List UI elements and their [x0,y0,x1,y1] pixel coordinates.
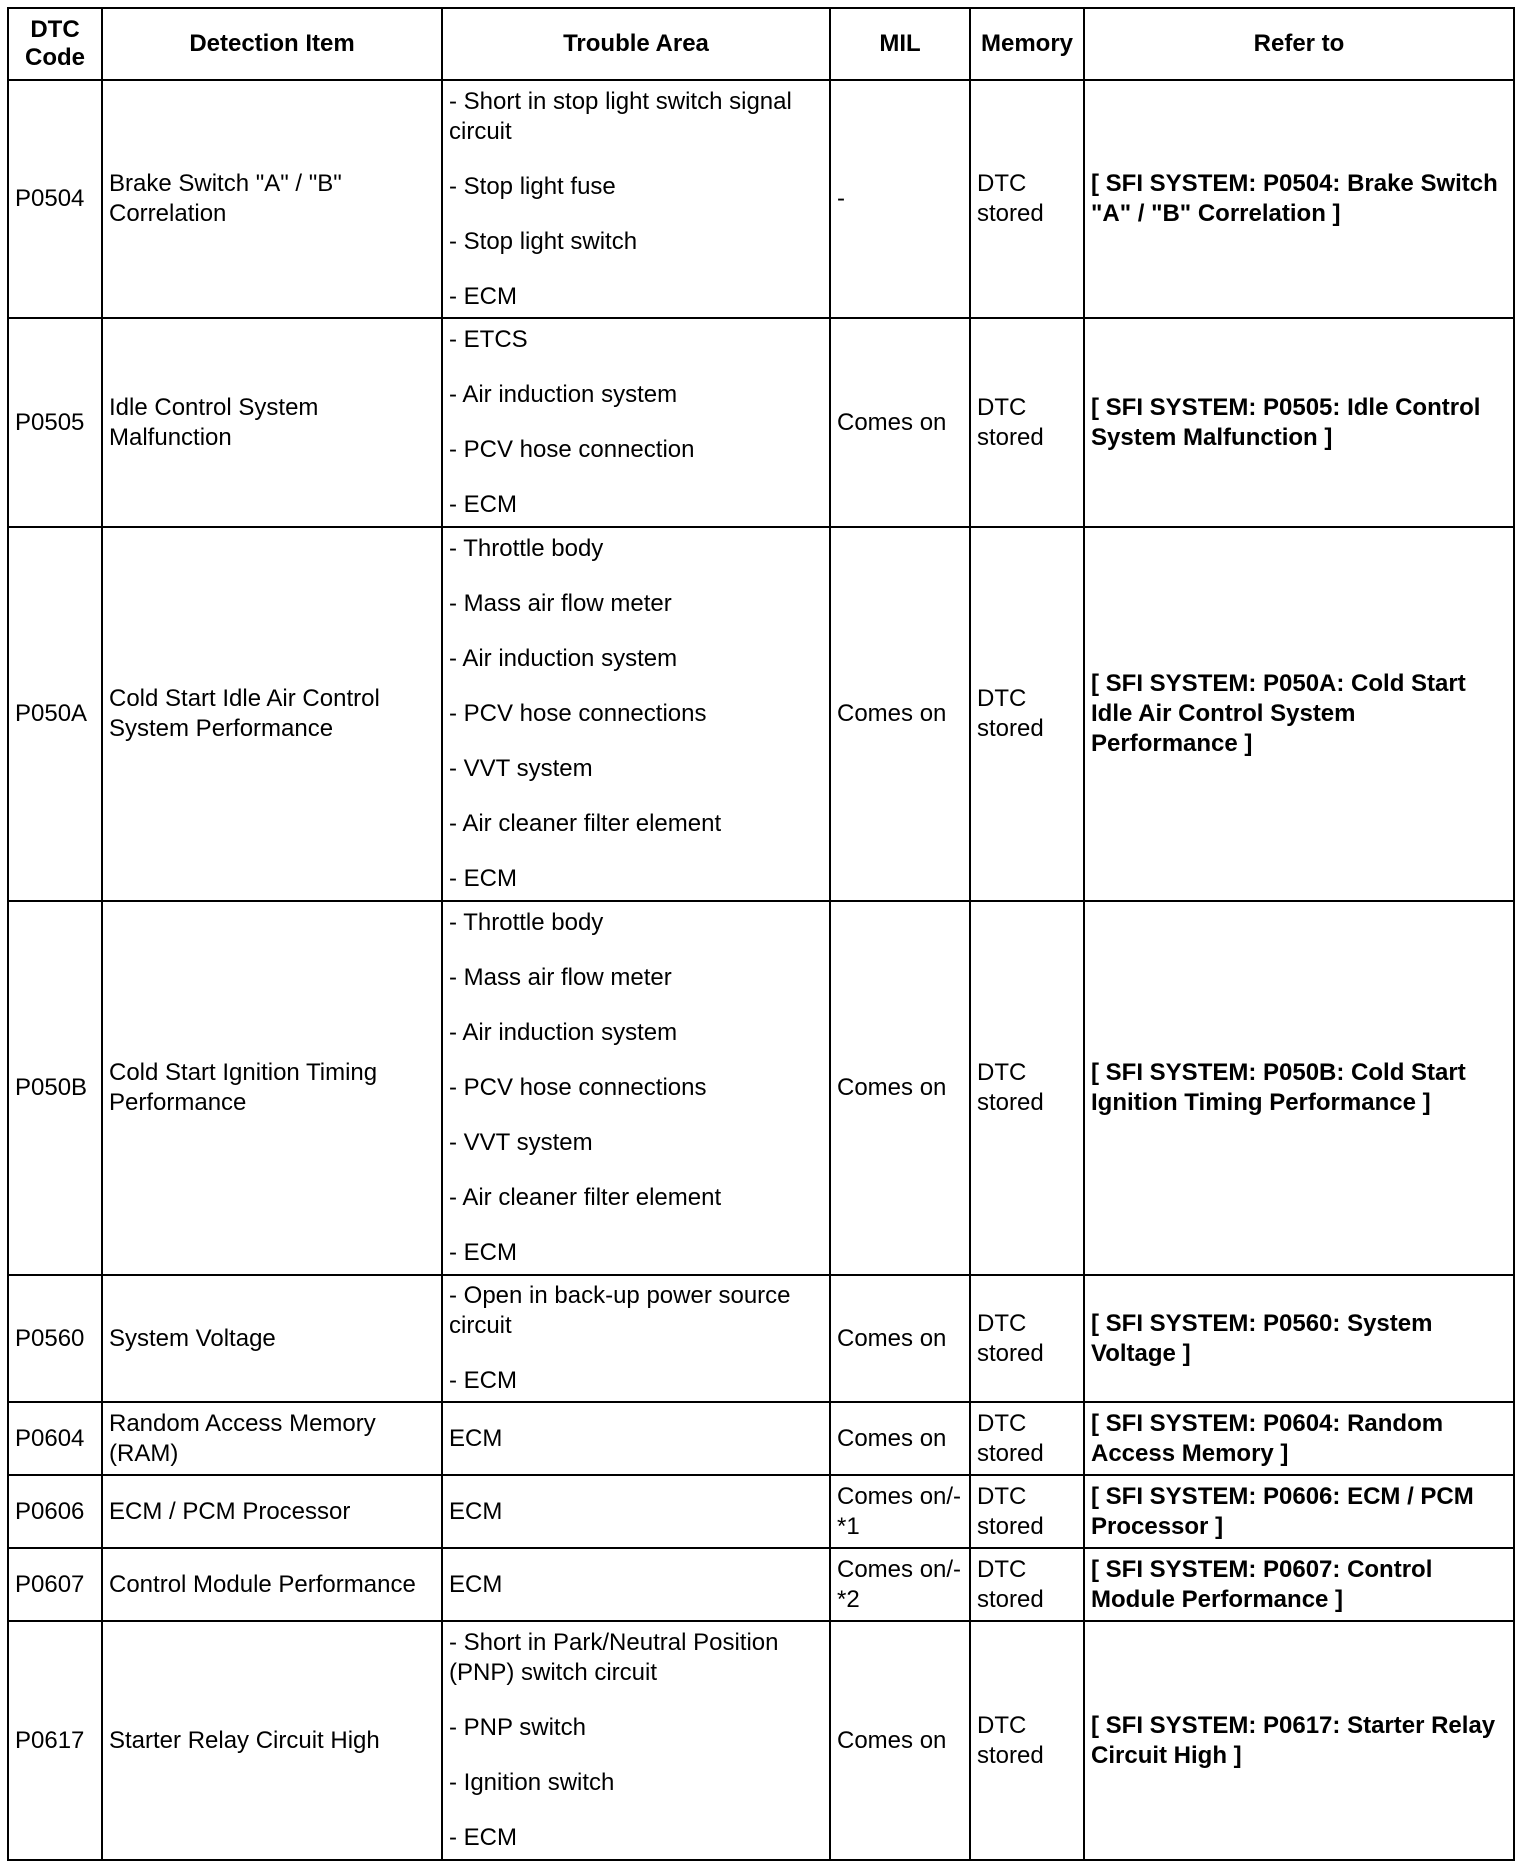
mil-cell: Comes on/-*2 [830,1548,970,1621]
table-row [8,527,1514,901]
trouble-area-cell [442,1402,830,1475]
refer-to-cell: [ SFI SYSTEM: P0560: System Voltage ] [1084,1275,1514,1402]
dtc-code-cell: P0606 [8,1475,102,1548]
mil-cell: Comes on [830,1402,970,1475]
memory-cell: DTC stored [970,901,1084,1275]
trouble-area-item: - ECM [449,865,517,892]
trouble-area-item: - ECM [449,491,517,518]
trouble-area-item: ECM [449,1424,503,1452]
dtc-code-cell: P0617 [8,1621,102,1860]
memory-cell: DTC stored [970,1621,1084,1860]
trouble-area-item: - Short in Park/Neutral Position (PNP) switch circuit [449,1629,779,1686]
trouble-area-item: - ECM [449,1367,517,1394]
trouble-area-cell [442,1548,830,1621]
table-row [8,80,1514,318]
trouble-area-item: - Air induction system [449,645,678,672]
trouble-area-item: - Short in stop light switch signal circuit [449,87,792,145]
mil-cell: Comes on [830,527,970,901]
trouble-area-item: - PNP switch [449,1714,586,1741]
dtc-table [7,7,1515,1861]
detection-item-cell: Control Module Performance [102,1548,442,1621]
trouble-area-item: - PCV hose connections [449,1074,707,1101]
memory-cell: DTC stored [970,80,1084,318]
memory-cell: DTC stored [970,1548,1084,1621]
detection-item-cell: Cold Start Idle Air Control System Performance [102,527,442,901]
detection-item-cell: Brake Switch "A" / "B" Correlation [102,80,442,318]
trouble-area-item: - Stop light switch [449,227,638,255]
memory-cell: DTC stored [970,318,1084,527]
trouble-area-item: - ECM [449,1824,517,1851]
trouble-area-item: - Throttle body [449,535,604,562]
memory-cell: DTC stored [970,1475,1084,1548]
trouble-area-item: - Ignition switch [449,1769,615,1796]
refer-to-cell: [ SFI SYSTEM: P0607: Control Module Performance ] [1084,1548,1514,1621]
detection-item-cell: Cold Start Ignition Timing Performance [102,901,442,1275]
header-dtc-code: DTC Code [8,8,102,80]
dtc-code-cell: P0607 [8,1548,102,1621]
trouble-area-item: ECM [449,1497,503,1525]
dtc-code-cell: P050B [8,901,102,1275]
table-row [8,1402,1514,1475]
table-body [8,80,1514,1860]
trouble-area-item: - Open in back-up power source circuit [449,1282,791,1339]
detection-item-cell: Random Access Memory (RAM) [102,1402,442,1475]
memory-cell: DTC stored [970,1402,1084,1475]
dtc-code-cell: P050A [8,527,102,901]
trouble-area-item: - ECM [449,1239,517,1266]
dtc-code-cell: P0560 [8,1275,102,1402]
detection-item-cell: Idle Control System Malfunction [102,318,442,527]
trouble-area-item: - ETCS [449,326,528,353]
dtc-code-cell: P0604 [8,1402,102,1475]
header-refer-to: Refer to [1084,8,1514,80]
mil-cell: Comes on [830,1621,970,1860]
dtc-code-cell: P0505 [8,318,102,527]
mil-cell: Comes on [830,1275,970,1402]
refer-to-cell: [ SFI SYSTEM: P0505: Idle Control System Malfunction ] [1084,318,1514,527]
trouble-area-item: - Stop light fuse [449,172,616,200]
memory-cell: DTC stored [970,1275,1084,1402]
mil-cell: Comes on [830,318,970,527]
trouble-area-item: - Air cleaner filter element [449,810,722,837]
mil-cell: Comes on/-*1 [830,1475,970,1548]
detection-item-cell: System Voltage [102,1275,442,1402]
dtc-code-cell: P0504 [8,80,102,318]
refer-to-cell: [ SFI SYSTEM: P0604: Random Access Memory ] [1084,1402,1514,1475]
memory-cell: DTC stored [970,527,1084,901]
table-row [8,1621,1514,1860]
refer-to-cell: [ SFI SYSTEM: P0504: Brake Switch "A" / "B" Correlation ] [1084,80,1514,318]
refer-to-cell: [ SFI SYSTEM: P050B: Cold Start Ignition Timing Performance ] [1084,901,1514,1275]
trouble-area-cell [442,1275,830,1402]
trouble-area-item: - PCV hose connections [449,700,707,727]
trouble-area-item: - ECM [449,282,517,310]
refer-to-cell: [ SFI SYSTEM: P0606: ECM / PCM Processor ] [1084,1475,1514,1548]
trouble-area-cell [442,80,830,318]
detection-item-cell: Starter Relay Circuit High [102,1621,442,1860]
trouble-area-item: - VVT system [449,1129,593,1156]
header-memory: Memory [970,8,1084,80]
trouble-area-cell [442,1475,830,1548]
trouble-area-cell [442,901,830,1275]
header-detection-item: Detection Item [102,8,442,80]
trouble-area-item: - Mass air flow meter [449,964,672,991]
trouble-area-item: - Air induction system [449,381,678,408]
refer-to-cell: [ SFI SYSTEM: P050A: Cold Start Idle Air Control System Performance ] [1084,527,1514,901]
trouble-area-item: ECM [449,1570,503,1598]
refer-to-cell: [ SFI SYSTEM: P0617: Starter Relay Circuit High ] [1084,1621,1514,1860]
table-row [8,1475,1514,1548]
trouble-area-item: - Mass air flow meter [449,590,672,617]
trouble-area-item: - PCV hose connection [449,436,695,463]
trouble-area-item: - Throttle body [449,909,604,936]
trouble-area-item: - VVT system [449,755,593,782]
table-row [8,901,1514,1275]
trouble-area-cell [442,527,830,901]
table-row [8,1275,1514,1402]
header-trouble-area: Trouble Area [442,8,830,80]
table-row [8,1548,1514,1621]
table-row [8,318,1514,527]
trouble-area-item: - Air induction system [449,1019,678,1046]
trouble-area-item: - Air cleaner filter element [449,1184,722,1211]
mil-cell: Comes on [830,901,970,1275]
mil-cell: - [830,80,970,318]
trouble-area-cell [442,318,830,527]
header-mil: MIL [830,8,970,80]
trouble-area-cell [442,1621,830,1860]
header-row [8,8,1514,80]
detection-item-cell: ECM / PCM Processor [102,1475,442,1548]
